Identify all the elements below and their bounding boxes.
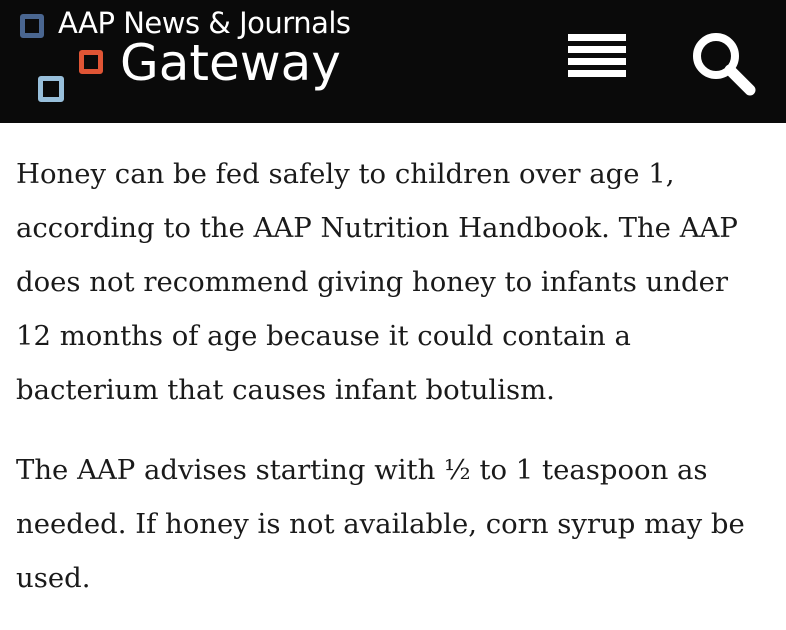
text-line: 12 months of age because it could contain a: [16, 320, 631, 352]
article-paragraph: [16, 443, 776, 605]
text-line: bacterium that causes infant botulism.: [16, 374, 555, 406]
article-paragraph: [16, 123, 776, 417]
text-line: needed. If honey is not available, corn syrup may be: [16, 508, 745, 540]
site-logo[interactable]: Gateway: [120, 34, 341, 92]
journal-name[interactable]: AAP News & Journals: [58, 6, 351, 40]
text-line: used.: [16, 562, 91, 594]
site-header: [0, 0, 786, 123]
logo-square-icon: [20, 14, 44, 38]
article-body: [16, 123, 776, 605]
logo-square-icon: [38, 76, 64, 102]
logo-square-icon: [79, 50, 103, 74]
text-line: does not recommend giving honey to infants under: [16, 266, 729, 298]
search-icon[interactable]: [688, 28, 760, 100]
text-line: Honey can be fed safely to children over age 1,: [16, 158, 675, 190]
text-line: according to the AAP Nutrition Handbook. The AAP: [16, 212, 738, 244]
hamburger-menu-icon[interactable]: [568, 34, 626, 78]
text-line: The AAP advises starting with ½ to 1 teaspoon as: [16, 454, 708, 486]
